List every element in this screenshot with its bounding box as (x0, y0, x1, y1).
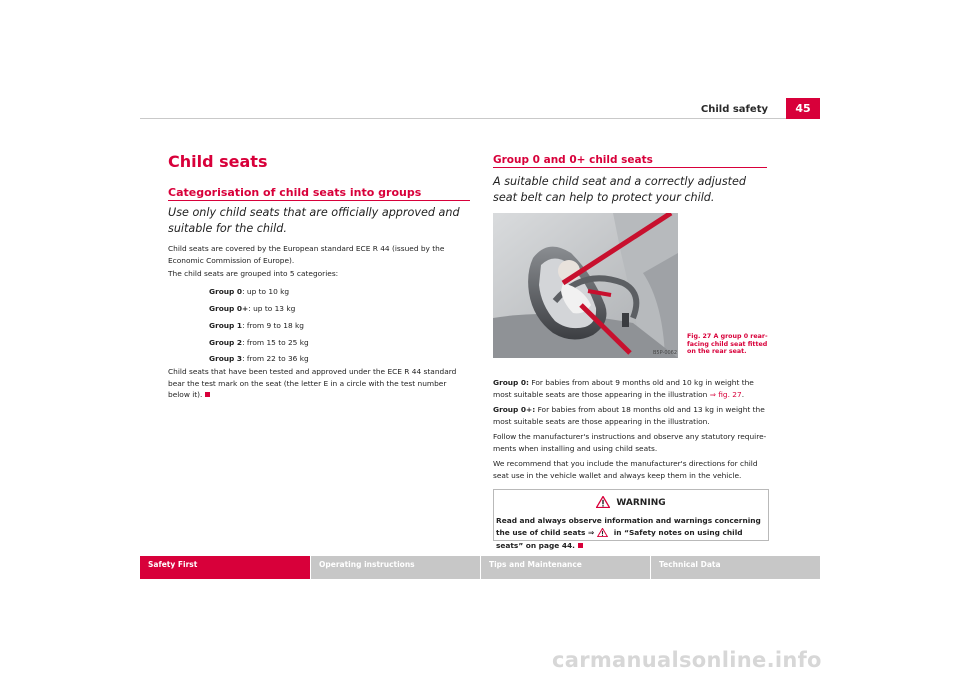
paragraph-recommendation: We recommend that you include the manufacturer's directions for child seat use in the vehicle wallet and always keep them in the vehicle. (493, 459, 758, 480)
warning-triangle-icon (596, 496, 610, 511)
header-rule (140, 118, 820, 119)
paragraph-ece: Child seats are covered by the European standard ECE R 44 (issued by the Economic Commission of Europe). (168, 244, 445, 265)
figure-child-seat (493, 213, 678, 358)
warning-box (493, 489, 769, 550)
paragraph-group0: Group 0: For babies from about 9 months old and 10 kg in weight the most suitable seats are those appearing in the illustration ⇒ fig. 27. (493, 378, 754, 399)
warning-text: Read and always observe information and warnings concerning the use of child seats ⇒ in “Safety notes on using child seats” on page 44. (496, 516, 761, 550)
end-of-section-icon (205, 392, 210, 397)
group-item: Group 0: up to 10 kg (209, 287, 290, 296)
child-seat-illustration (493, 213, 678, 358)
end-of-section-icon (578, 543, 583, 548)
section-title: Child seats (168, 152, 268, 171)
warning-triangle-icon (597, 528, 608, 541)
tab-safety-first[interactable]: Safety First (140, 556, 310, 579)
figure-caption: Fig. 27 A group 0 rear-facing child seat fitted on the rear seat. (687, 333, 768, 356)
paragraph-group0plus: Group 0+: For babies from about 18 months old and 13 kg in weight the most suitable seats are those appearing in the illustration. (493, 405, 765, 426)
watermark: carmanualsonline.info (552, 648, 822, 672)
tab-tips-and-maintenance[interactable]: Tips and Maintenance (481, 556, 650, 579)
section-rule (493, 167, 767, 168)
group-item: Group 0+: up to 13 kg (209, 304, 296, 313)
subsection-lead: Use only child seats that are officially approved and suitable for the child. (168, 206, 460, 235)
subsection-title: Categorisation of child seats into groups (168, 186, 422, 199)
tab-operating-instructions[interactable]: Operating instructions (311, 556, 480, 579)
figure-code: B5P-0062 (653, 350, 678, 356)
paragraph-instructions: Follow the manufacturer's instructions and observe any statutory require-ments when installing and using child seats. (493, 432, 767, 453)
tab-technical-data[interactable]: Technical Data (651, 556, 820, 579)
chapter-title: Child safety (700, 104, 768, 115)
page-number: 45 (786, 98, 820, 119)
section-lead: A suitable child seat and a correctly adjusted seat belt can help to protect your child. (493, 175, 747, 204)
subsection-rule (168, 200, 470, 201)
figure-reference-link[interactable]: ⇒ fig. 27 (709, 389, 742, 399)
group-item: Group 1: from 9 to 18 kg (209, 321, 304, 330)
group-item: Group 3: from 22 to 36 kg (209, 354, 309, 363)
paragraph-groups-intro: The child seats are grouped into 5 categories: (168, 269, 339, 278)
warning-heading: WARNING (494, 496, 768, 511)
paragraph-test-mark: Child seats that have been tested and approved under the ECE R 44 standard bear the test mark on the seat (the letter E in a circle with the test number below it). (168, 367, 457, 399)
group-item: Group 2: from 15 to 25 kg (209, 338, 309, 347)
section-title-group0: Group 0 and 0+ child seats (493, 154, 653, 166)
